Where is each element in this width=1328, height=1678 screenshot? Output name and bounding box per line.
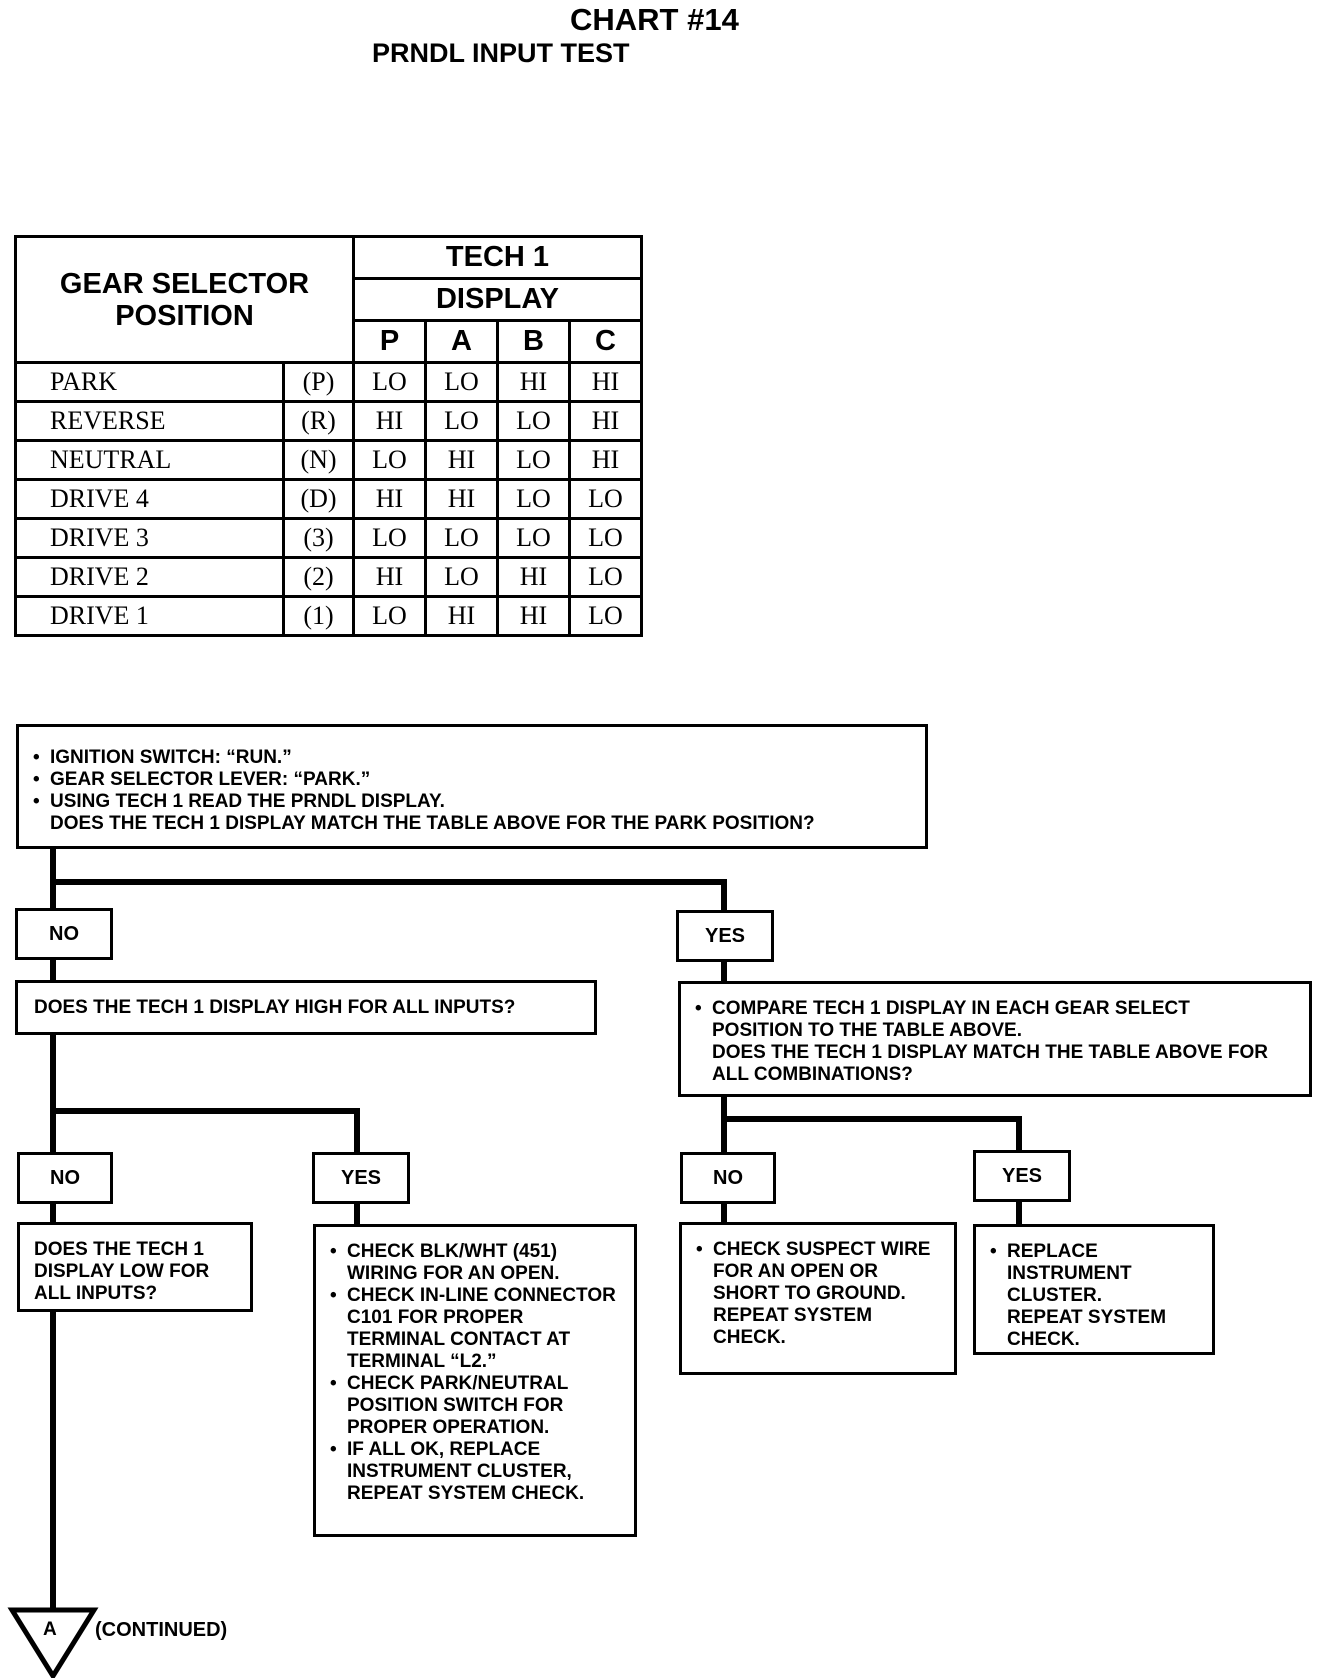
gear-code: (P) [284, 363, 354, 402]
instruction-bullet: • CHECK PARK/NEUTRAL POSITION SWITCH FOR PROPER OPERATION. [330, 1373, 624, 1439]
high-inputs-question-box: DOES THE TECH 1 DISPLAY HIGH FOR ALL INPUTS? [15, 980, 597, 1035]
instruction-bullet: • CHECK IN-LINE CONNECTOR C101 FOR PROPER TERMINAL CONTACT AT TERMINAL “L2.” [330, 1285, 624, 1373]
gear-name: DRIVE 3 [16, 519, 284, 558]
display-value: HI [354, 480, 426, 519]
no-label: NO [680, 1152, 776, 1204]
display-value: LO [426, 519, 498, 558]
gear-code: (D) [284, 480, 354, 519]
display-value: LO [354, 597, 426, 636]
check-suspect-wire-box [679, 1222, 957, 1375]
chart-title: CHART #14 [570, 2, 739, 37]
display-value: LO [426, 558, 498, 597]
display-value: HI [426, 597, 498, 636]
display-value: LO [354, 441, 426, 480]
instruction-bullet: • USING TECH 1 READ THE PRNDL DISPLAY. [33, 791, 911, 813]
instruction-bullet: • CHECK BLK/WHT (451) WIRING FOR AN OPEN. [330, 1241, 624, 1285]
repeat-check-note: REPEAT SYSTEM CHECK. [713, 1305, 873, 1348]
no-label: NO [17, 1152, 113, 1204]
connector-line [53, 1111, 357, 1158]
tech-header: TECH 1 [354, 237, 642, 279]
column-header: B [498, 321, 570, 363]
instruction-bullet: • CHECK SUSPECT WIRE FOR AN OPEN OR SHORT TO GROUND. [696, 1239, 933, 1305]
connector-letter: A [43, 1619, 57, 1640]
display-value: HI [426, 480, 498, 519]
gear-code: (N) [284, 441, 354, 480]
display-value: LO [498, 402, 570, 441]
gear-name: REVERSE [16, 402, 284, 441]
gear-name: DRIVE 1 [16, 597, 284, 636]
display-value: LO [570, 558, 642, 597]
gear-code: (3) [284, 519, 354, 558]
compare-display-box [678, 981, 1312, 1097]
display-value: LO [498, 441, 570, 480]
instruction-bullet: • IF ALL OK, REPLACE INSTRUMENT CLUSTER, REPEAT SYSTEM CHECK. [330, 1439, 624, 1505]
display-value: LO [498, 480, 570, 519]
gear-name: DRIVE 4 [16, 480, 284, 519]
yes-label: YES [676, 910, 774, 962]
column-header: A [426, 321, 498, 363]
display-value: LO [570, 480, 642, 519]
continued-label: (CONTINUED) [95, 1619, 228, 1641]
display-value: HI [570, 441, 642, 480]
display-value: LO [498, 519, 570, 558]
yes-label: YES [973, 1150, 1071, 1202]
gear-name: NEUTRAL [16, 441, 284, 480]
gear-code: (1) [284, 597, 354, 636]
display-value: HI [498, 597, 570, 636]
display-value: HI [498, 363, 570, 402]
low-inputs-question-box: DOES THE TECH 1 DISPLAY LOW FOR ALL INPUTS? [17, 1222, 253, 1312]
display-value: LO [426, 402, 498, 441]
column-header: C [570, 321, 642, 363]
display-value: LO [354, 363, 426, 402]
display-value: LO [570, 519, 642, 558]
yes-label: YES [312, 1152, 410, 1204]
display-value: HI [570, 363, 642, 402]
repeat-check-note: REPEAT SYSTEM CHECK. [1007, 1307, 1167, 1350]
display-value: LO [426, 363, 498, 402]
display-value: LO [354, 519, 426, 558]
instruction-bullet: • COMPARE TECH 1 DISPLAY IN EACH GEAR SELECT POSITION TO THE TABLE ABOVE. [695, 998, 1272, 1042]
park-question: DOES THE TECH 1 DISPLAY MATCH THE TABLE ABOVE FOR THE PARK POSITION? [50, 813, 815, 834]
instruction-bullet: • IGNITION SWITCH: “RUN.” [33, 747, 911, 769]
start-instructions-box [16, 724, 928, 849]
replace-cluster-box [973, 1224, 1215, 1355]
instruction-bullet: • GEAR SELECTOR LEVER: “PARK.” [33, 769, 911, 791]
gear-code: (R) [284, 402, 354, 441]
display-value: HI [354, 558, 426, 597]
position-header: GEAR SELECTOR POSITION [16, 237, 354, 363]
display-value: HI [426, 441, 498, 480]
combinations-question: DOES THE TECH 1 DISPLAY MATCH THE TABLE ABOVE FOR ALL COMBINATIONS? [712, 1042, 1268, 1085]
no-label: NO [15, 908, 113, 960]
gear-code: (2) [284, 558, 354, 597]
check-wiring-box [313, 1224, 637, 1537]
gear-name: DRIVE 2 [16, 558, 284, 597]
display-value: LO [570, 597, 642, 636]
connector-line [53, 882, 724, 912]
display-value: HI [354, 402, 426, 441]
display-header: DISPLAY [354, 279, 642, 321]
chart-subtitle: PRNDL INPUT TEST [372, 38, 630, 68]
gear-name: PARK [16, 363, 284, 402]
display-value: HI [570, 402, 642, 441]
column-header: P [354, 321, 426, 363]
instruction-bullet: • REPLACE INSTRUMENT CLUSTER. [990, 1241, 1167, 1307]
display-value: HI [498, 558, 570, 597]
